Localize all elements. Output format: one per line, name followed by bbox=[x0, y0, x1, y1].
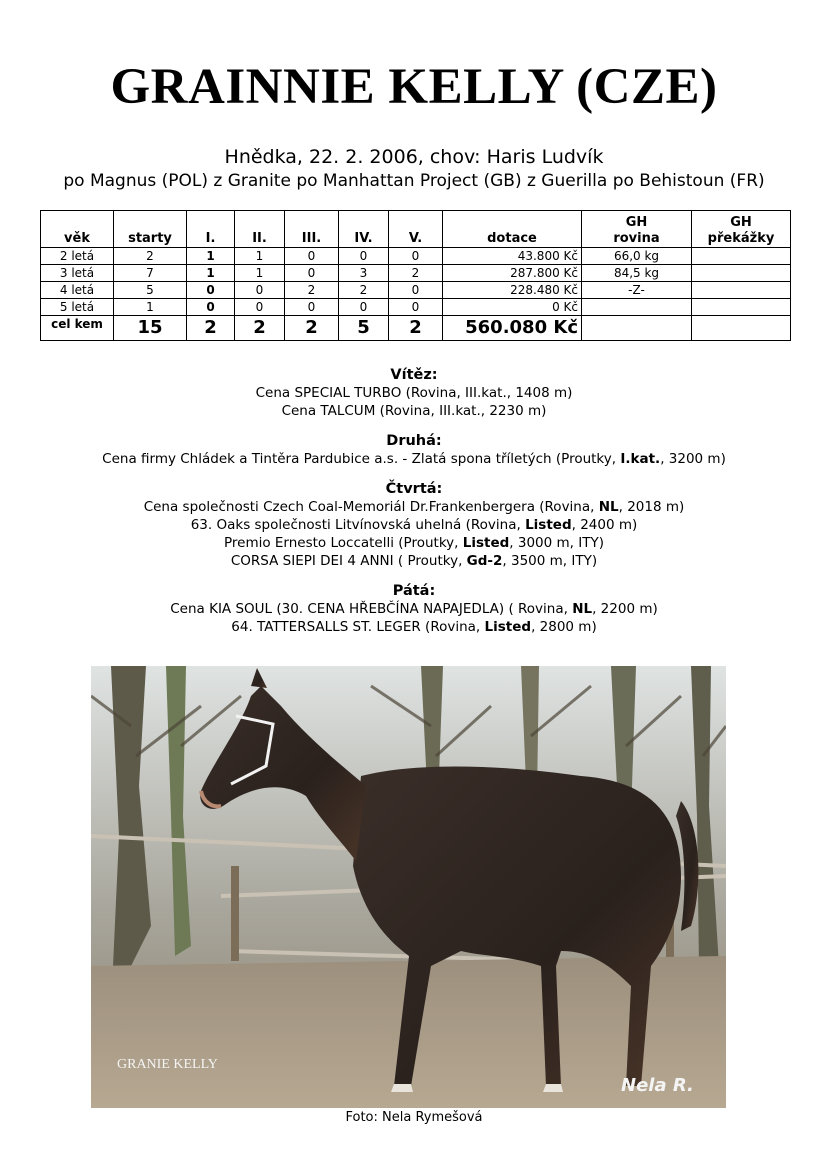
cell-third: 0 bbox=[285, 265, 339, 282]
section-heading: Druhá: bbox=[386, 433, 442, 449]
total-gh-jumps bbox=[692, 316, 791, 341]
fence-post bbox=[231, 866, 239, 961]
col-header-gh-flat: GH rovina bbox=[582, 211, 692, 248]
race-text: , 2800 m) bbox=[531, 619, 597, 635]
race-text: 64. TATTERSALLS ST. LEGER (Rovina, bbox=[231, 619, 485, 635]
cell-fourth: 0 bbox=[339, 248, 389, 265]
cell-prize: 287.800 Kč bbox=[443, 265, 582, 282]
race-category: Listed bbox=[462, 535, 510, 551]
col-header-starts: starty bbox=[114, 211, 187, 248]
race-text: , 2018 m) bbox=[618, 499, 685, 515]
col-header-prize: dotace bbox=[443, 211, 582, 248]
cell-fourth: 2 bbox=[339, 282, 389, 299]
section-heading: Čtvrtá: bbox=[385, 481, 443, 497]
race-text: Cena KIA SOUL (30. CENA HŘEBČÍNA NAPAJEDLA) ( Rovina, bbox=[170, 601, 573, 617]
cell-age: 3 letá bbox=[41, 265, 114, 282]
section-second bbox=[0, 432, 828, 468]
total-third: 2 bbox=[285, 316, 339, 341]
photo-watermark-name: GRANIE KELLY bbox=[117, 1057, 218, 1072]
cell-first: 1 bbox=[187, 265, 235, 282]
race-text: , 2400 m) bbox=[571, 517, 638, 533]
race-category: NL bbox=[598, 499, 619, 515]
race-category: NL bbox=[572, 601, 593, 617]
race-category: Gd-2 bbox=[466, 553, 503, 569]
cell-gh-jumps bbox=[692, 299, 791, 316]
total-second: 2 bbox=[235, 316, 285, 341]
race-text: Cena firmy Chládek a Tintěra Pardubice a.s. - Zlatá spona tříletých (Proutky, bbox=[102, 451, 621, 467]
table-total-row bbox=[41, 316, 791, 341]
race-line bbox=[0, 498, 828, 516]
cell-third: 2 bbox=[285, 282, 339, 299]
race-line bbox=[0, 552, 828, 570]
race-text: , 3500 m, ITY) bbox=[502, 553, 598, 569]
section-heading: Pátá: bbox=[392, 583, 436, 599]
race-text: , 3200 m) bbox=[660, 451, 726, 467]
section-winner bbox=[0, 366, 828, 420]
table-row bbox=[41, 248, 791, 265]
horse-hoof bbox=[391, 1084, 413, 1092]
col-header-second: II. bbox=[235, 211, 285, 248]
table-header-row bbox=[41, 211, 791, 248]
cell-age: 2 letá bbox=[41, 248, 114, 265]
horse-info: Hnědka, 22. 2. 2006, chov: Haris Ludvík bbox=[224, 146, 604, 168]
cell-fifth: 0 bbox=[389, 248, 443, 265]
section-fifth bbox=[0, 582, 828, 636]
race-line bbox=[0, 450, 828, 468]
cell-second: 0 bbox=[235, 299, 285, 316]
cell-fourth: 0 bbox=[339, 299, 389, 316]
cell-age: 4 letá bbox=[41, 282, 114, 299]
cell-starts: 5 bbox=[114, 282, 187, 299]
cell-gh-flat: 84,5 kg bbox=[582, 265, 692, 282]
cell-fifth: 0 bbox=[389, 299, 443, 316]
table-row bbox=[41, 265, 791, 282]
race-line: Cena SPECIAL TURBO (Rovina, III.kat., 1408 m) bbox=[255, 385, 573, 401]
race-line bbox=[0, 600, 828, 618]
cell-first: 0 bbox=[187, 282, 235, 299]
race-line bbox=[0, 618, 828, 636]
total-fifth: 2 bbox=[389, 316, 443, 341]
cell-first: 1 bbox=[187, 248, 235, 265]
cell-gh-flat: 66,0 kg bbox=[582, 248, 692, 265]
page-title: GRAINNIE KELLY (CZE) bbox=[110, 59, 718, 115]
total-prize: 560.080 Kč bbox=[443, 316, 582, 341]
photo-signature: Nela R. bbox=[621, 1075, 694, 1096]
race-line: Cena TALCUM (Rovina, III.kat., 2230 m) bbox=[281, 403, 547, 419]
col-header-age: věk bbox=[41, 211, 114, 248]
section-fourth bbox=[0, 480, 828, 570]
cell-third: 0 bbox=[285, 299, 339, 316]
race-text: , 2200 m) bbox=[592, 601, 658, 617]
section-heading: Vítěz: bbox=[390, 367, 438, 383]
col-header-fifth: V. bbox=[389, 211, 443, 248]
cell-second: 1 bbox=[235, 248, 285, 265]
cell-starts: 2 bbox=[114, 248, 187, 265]
cell-first: 0 bbox=[187, 299, 235, 316]
race-text: Premio Ernesto Loccatelli (Proutky, bbox=[223, 535, 463, 551]
cell-third: 0 bbox=[285, 248, 339, 265]
total-fourth: 5 bbox=[339, 316, 389, 341]
cell-gh-flat: -Z- bbox=[582, 282, 692, 299]
total-gh-flat bbox=[582, 316, 692, 341]
race-text: , 3000 m, ITY) bbox=[509, 535, 604, 551]
race-text: CORSA SIEPI DEI 4 ANNI ( Proutky, bbox=[230, 553, 467, 569]
cell-gh-jumps bbox=[692, 282, 791, 299]
race-line bbox=[0, 516, 828, 534]
col-header-fourth: IV. bbox=[339, 211, 389, 248]
photo-caption: Foto: Nela Rymešová bbox=[345, 1110, 483, 1125]
col-header-first: I. bbox=[187, 211, 235, 248]
total-label: cel kem bbox=[41, 316, 114, 341]
pedigree: po Magnus (POL) z Granite po Manhattan Project (GB) z Guerilla po Behistoun (FR) bbox=[63, 171, 765, 191]
total-first: 2 bbox=[187, 316, 235, 341]
cell-gh-jumps bbox=[692, 265, 791, 282]
cell-prize: 0 Kč bbox=[443, 299, 582, 316]
race-category: Listed bbox=[484, 619, 532, 635]
horse-photo bbox=[91, 666, 726, 1108]
race-category: Listed bbox=[525, 517, 572, 533]
race-text: Cena společnosti Czech Coal-Memoriál Dr.Frankenbergera (Rovina, bbox=[143, 499, 599, 515]
cell-gh-jumps bbox=[692, 248, 791, 265]
cell-fifth: 0 bbox=[389, 282, 443, 299]
horse-photo-illustration bbox=[91, 666, 726, 1108]
table-row bbox=[41, 299, 791, 316]
total-starts: 15 bbox=[114, 316, 187, 341]
col-header-third: III. bbox=[285, 211, 339, 248]
cell-fourth: 3 bbox=[339, 265, 389, 282]
cell-second: 0 bbox=[235, 282, 285, 299]
cell-age: 5 letá bbox=[41, 299, 114, 316]
cell-prize: 228.480 Kč bbox=[443, 282, 582, 299]
horse-hoof bbox=[543, 1084, 563, 1092]
col-header-gh-jumps: GH překážky bbox=[692, 211, 791, 248]
cell-gh-flat bbox=[582, 299, 692, 316]
race-stats-table bbox=[40, 210, 791, 341]
race-text: 63. Oaks společnosti Litvínovská uhelná (Rovina, bbox=[190, 517, 526, 533]
table-row bbox=[41, 282, 791, 299]
race-category: I.kat. bbox=[620, 451, 661, 467]
cell-starts: 1 bbox=[114, 299, 187, 316]
cell-prize: 43.800 Kč bbox=[443, 248, 582, 265]
race-line bbox=[0, 534, 828, 552]
results-sections bbox=[0, 366, 828, 636]
cell-second: 1 bbox=[235, 265, 285, 282]
cell-fifth: 2 bbox=[389, 265, 443, 282]
cell-starts: 7 bbox=[114, 265, 187, 282]
